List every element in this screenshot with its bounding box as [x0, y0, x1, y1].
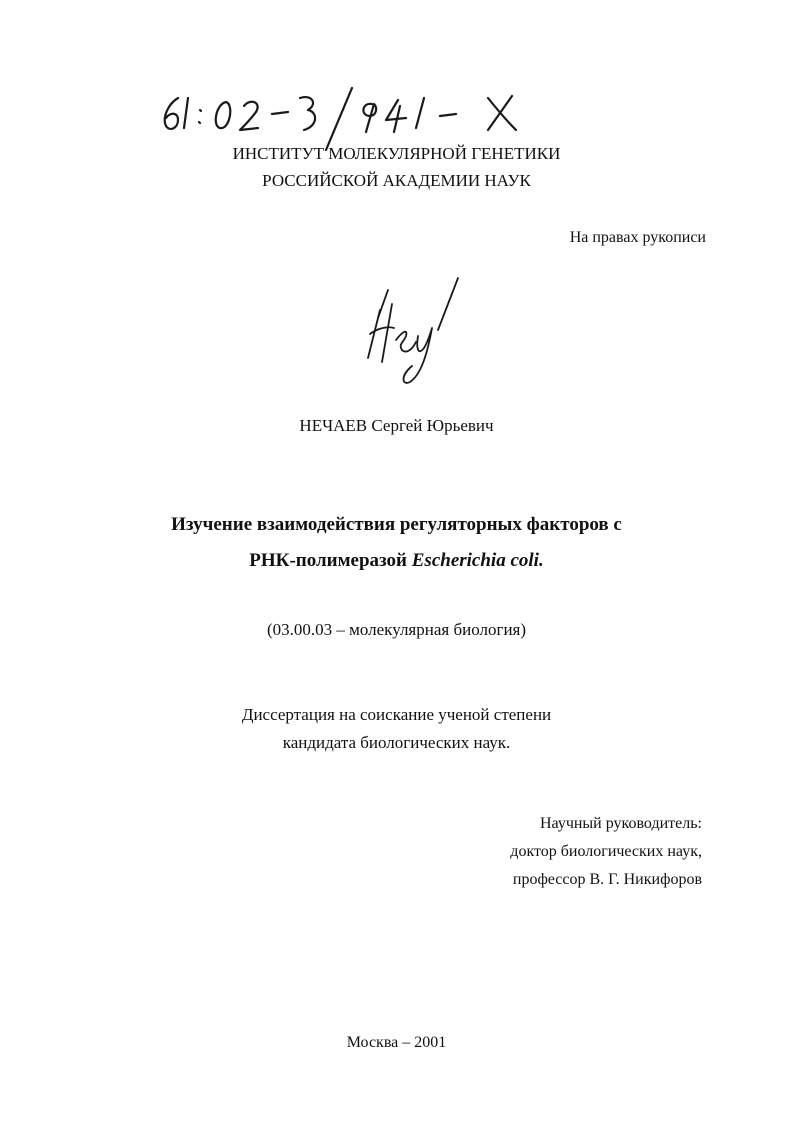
title-prefix: РНК-полимеразой: [249, 550, 412, 571]
supervisor-degree: доктор биологических наук,: [510, 843, 702, 860]
author-name: НЕЧАЕВ Сергей Юрьевич: [299, 416, 494, 435]
place-year: Москва – 2001: [346, 1034, 447, 1051]
supervisor-name: профессор В. Г. Никифоров: [512, 871, 702, 888]
supervisor-block: [510, 814, 702, 890]
rights-note: На правах рукописи: [569, 229, 706, 246]
dissertation-title-line-1: Изучение взаимодействия регуляторных факторов с: [171, 514, 622, 535]
degree-line-1: Диссертация на соискание ученой степени: [241, 705, 552, 724]
degree-line-2: кандидата биологических наук.: [282, 733, 511, 752]
archive-handwritten-mark: [0, 0, 793, 160]
specialty-code: (03.00.03 – молекулярная биология): [266, 620, 527, 639]
supervisor-label: Научный руководитель:: [539, 815, 702, 832]
handwritten-signature: [358, 270, 478, 390]
institute-line-1: ИНСТИТУТ МОЛЕКУЛЯРНОЙ ГЕНЕТИКИ: [232, 144, 561, 163]
institute-line-2: РОССИЙСКОЙ АКАДЕМИИ НАУК: [262, 171, 531, 190]
title-organism: Escherichia coli.: [411, 550, 544, 571]
dissertation-title-line-2: [0, 550, 793, 572]
